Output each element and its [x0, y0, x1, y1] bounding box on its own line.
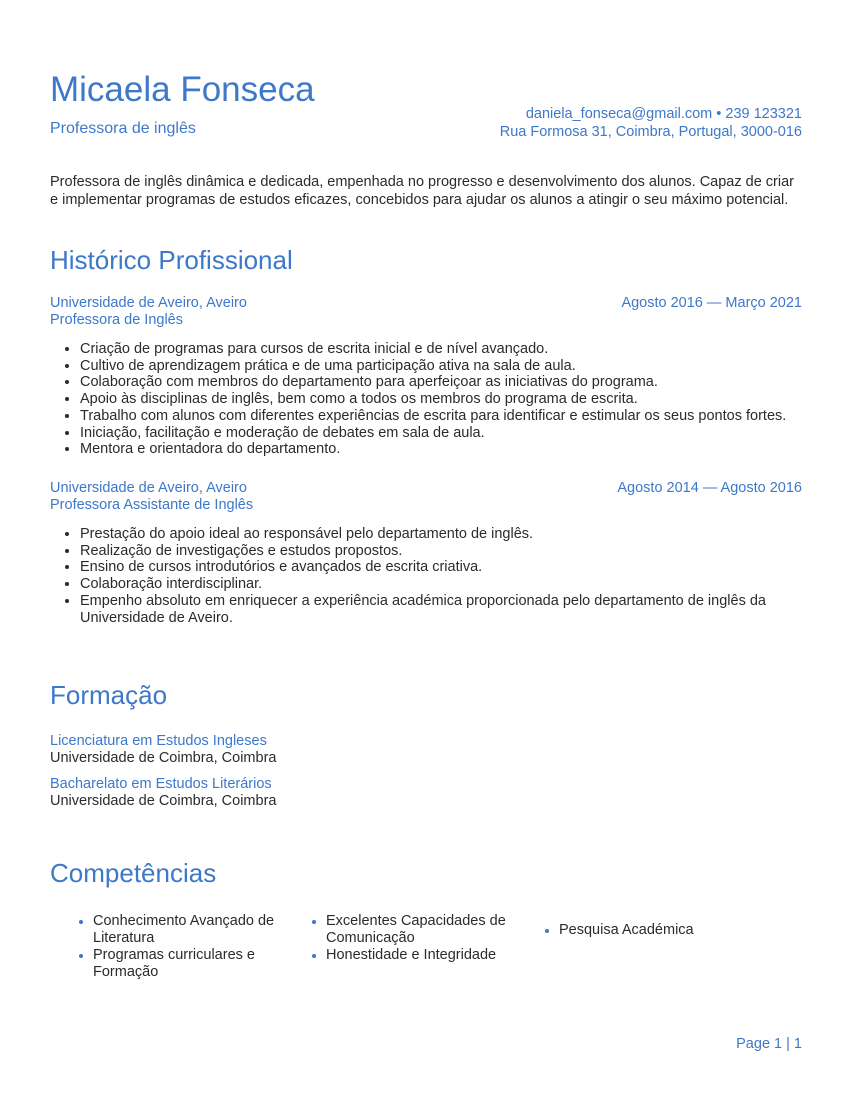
list-item: • Mentora e orientadora do departamento. — [80, 441, 802, 458]
skills-column — [516, 913, 749, 981]
experience-heading: Histórico Profissional — [50, 245, 293, 275]
list-item: • Iniciação, facilitação e moderação de debates em sala de aula. — [80, 425, 802, 442]
skills-heading: Competências — [50, 858, 217, 888]
skill-item: • Honestidade e Integridade — [326, 947, 516, 964]
job-bullets — [50, 341, 802, 458]
skills-column — [50, 913, 283, 981]
skill-item: • Conhecimento Avançado de Literatura — [93, 913, 283, 947]
list-item: • Apoio às disciplinas de inglês, bem como a todos os membros do programa de escrita. — [80, 391, 802, 408]
skills-list — [50, 913, 802, 981]
resume-title: Professora de inglês — [50, 120, 196, 137]
list-item: • Criação de programas para cursos de escrita inicial e de nível avançado. — [80, 341, 802, 358]
job-employer: Universidade de Aveiro, Aveiro — [50, 295, 247, 311]
contact-email-phone: daniela_fonseca@gmail.com • 239 123321 — [525, 106, 802, 122]
contact-address: Rua Formosa 31, Coimbra, Portugal, 3000-016 — [499, 124, 802, 140]
list-item: • Empenho absoluto em enriquecer a experiência académica proporcionada pelo departamento de inglês da Universidade de Aveiro. — [80, 593, 802, 626]
list-item: • Realização de investigações e estudos propostos. — [80, 543, 802, 560]
job-role: Professora Assistante de Inglês — [50, 497, 254, 513]
list-item: • Prestação do apoio ideal ao responsável pelo departamento de inglês. — [80, 526, 802, 543]
education-school: Universidade de Coimbra, Coimbra — [50, 793, 277, 809]
education-degree: Licenciatura em Estudos Ingleses — [50, 733, 267, 749]
education-entry — [50, 733, 276, 767]
job-employer: Universidade de Aveiro, Aveiro — [50, 480, 247, 496]
resume-name: Micaela Fonseca — [50, 70, 315, 109]
skill-item: • Excelentes Capacidades de Comunicação — [326, 913, 516, 947]
education-entry — [50, 776, 276, 810]
summary-text: Professora de inglês dinâmica e dedicada, empenhada no progresso e desenvolvimento dos alunos. Capaz de criar e implementar programas de estudos eficazes, concebidos para ajudar os alunos a atingir o seu máximo potencial. — [50, 174, 794, 208]
job-bullets — [50, 526, 802, 626]
list-item: • Colaboração com membros do departamento para aperfeiçoar as iniciativas do programa. — [80, 374, 802, 391]
job-role: Professora de Inglês — [50, 312, 183, 328]
list-item: • Colaboração interdisciplinar. — [80, 576, 802, 593]
job-dates: Agosto 2016 — Março 2021 — [621, 295, 802, 311]
list-item: • Ensino de cursos introdutórios e avançados de escrita criativa. — [80, 559, 802, 576]
list-item: • Trabalho com alunos com diferentes experiências de escrita para identificar e estimular os seus pontos fortes. — [80, 408, 802, 425]
skills-column — [283, 913, 516, 981]
education-heading: Formação — [50, 680, 168, 710]
contact-info — [500, 105, 802, 141]
education-degree: Bacharelato em Estudos Literários — [50, 776, 272, 792]
skill-item: • Programas curriculares e Formação — [93, 947, 283, 981]
list-item: • Cultivo de aprendizagem prática e de uma participação ativa na sala de aula. — [80, 358, 802, 375]
job-dates: Agosto 2014 — Agosto 2016 — [617, 480, 802, 496]
page-number: Page 1 | 1 — [736, 1036, 802, 1052]
job-entry — [50, 480, 802, 626]
education-school: Universidade de Coimbra, Coimbra — [50, 750, 277, 766]
job-entry — [50, 295, 802, 458]
skill-item: • Pesquisa Académica — [559, 922, 749, 939]
